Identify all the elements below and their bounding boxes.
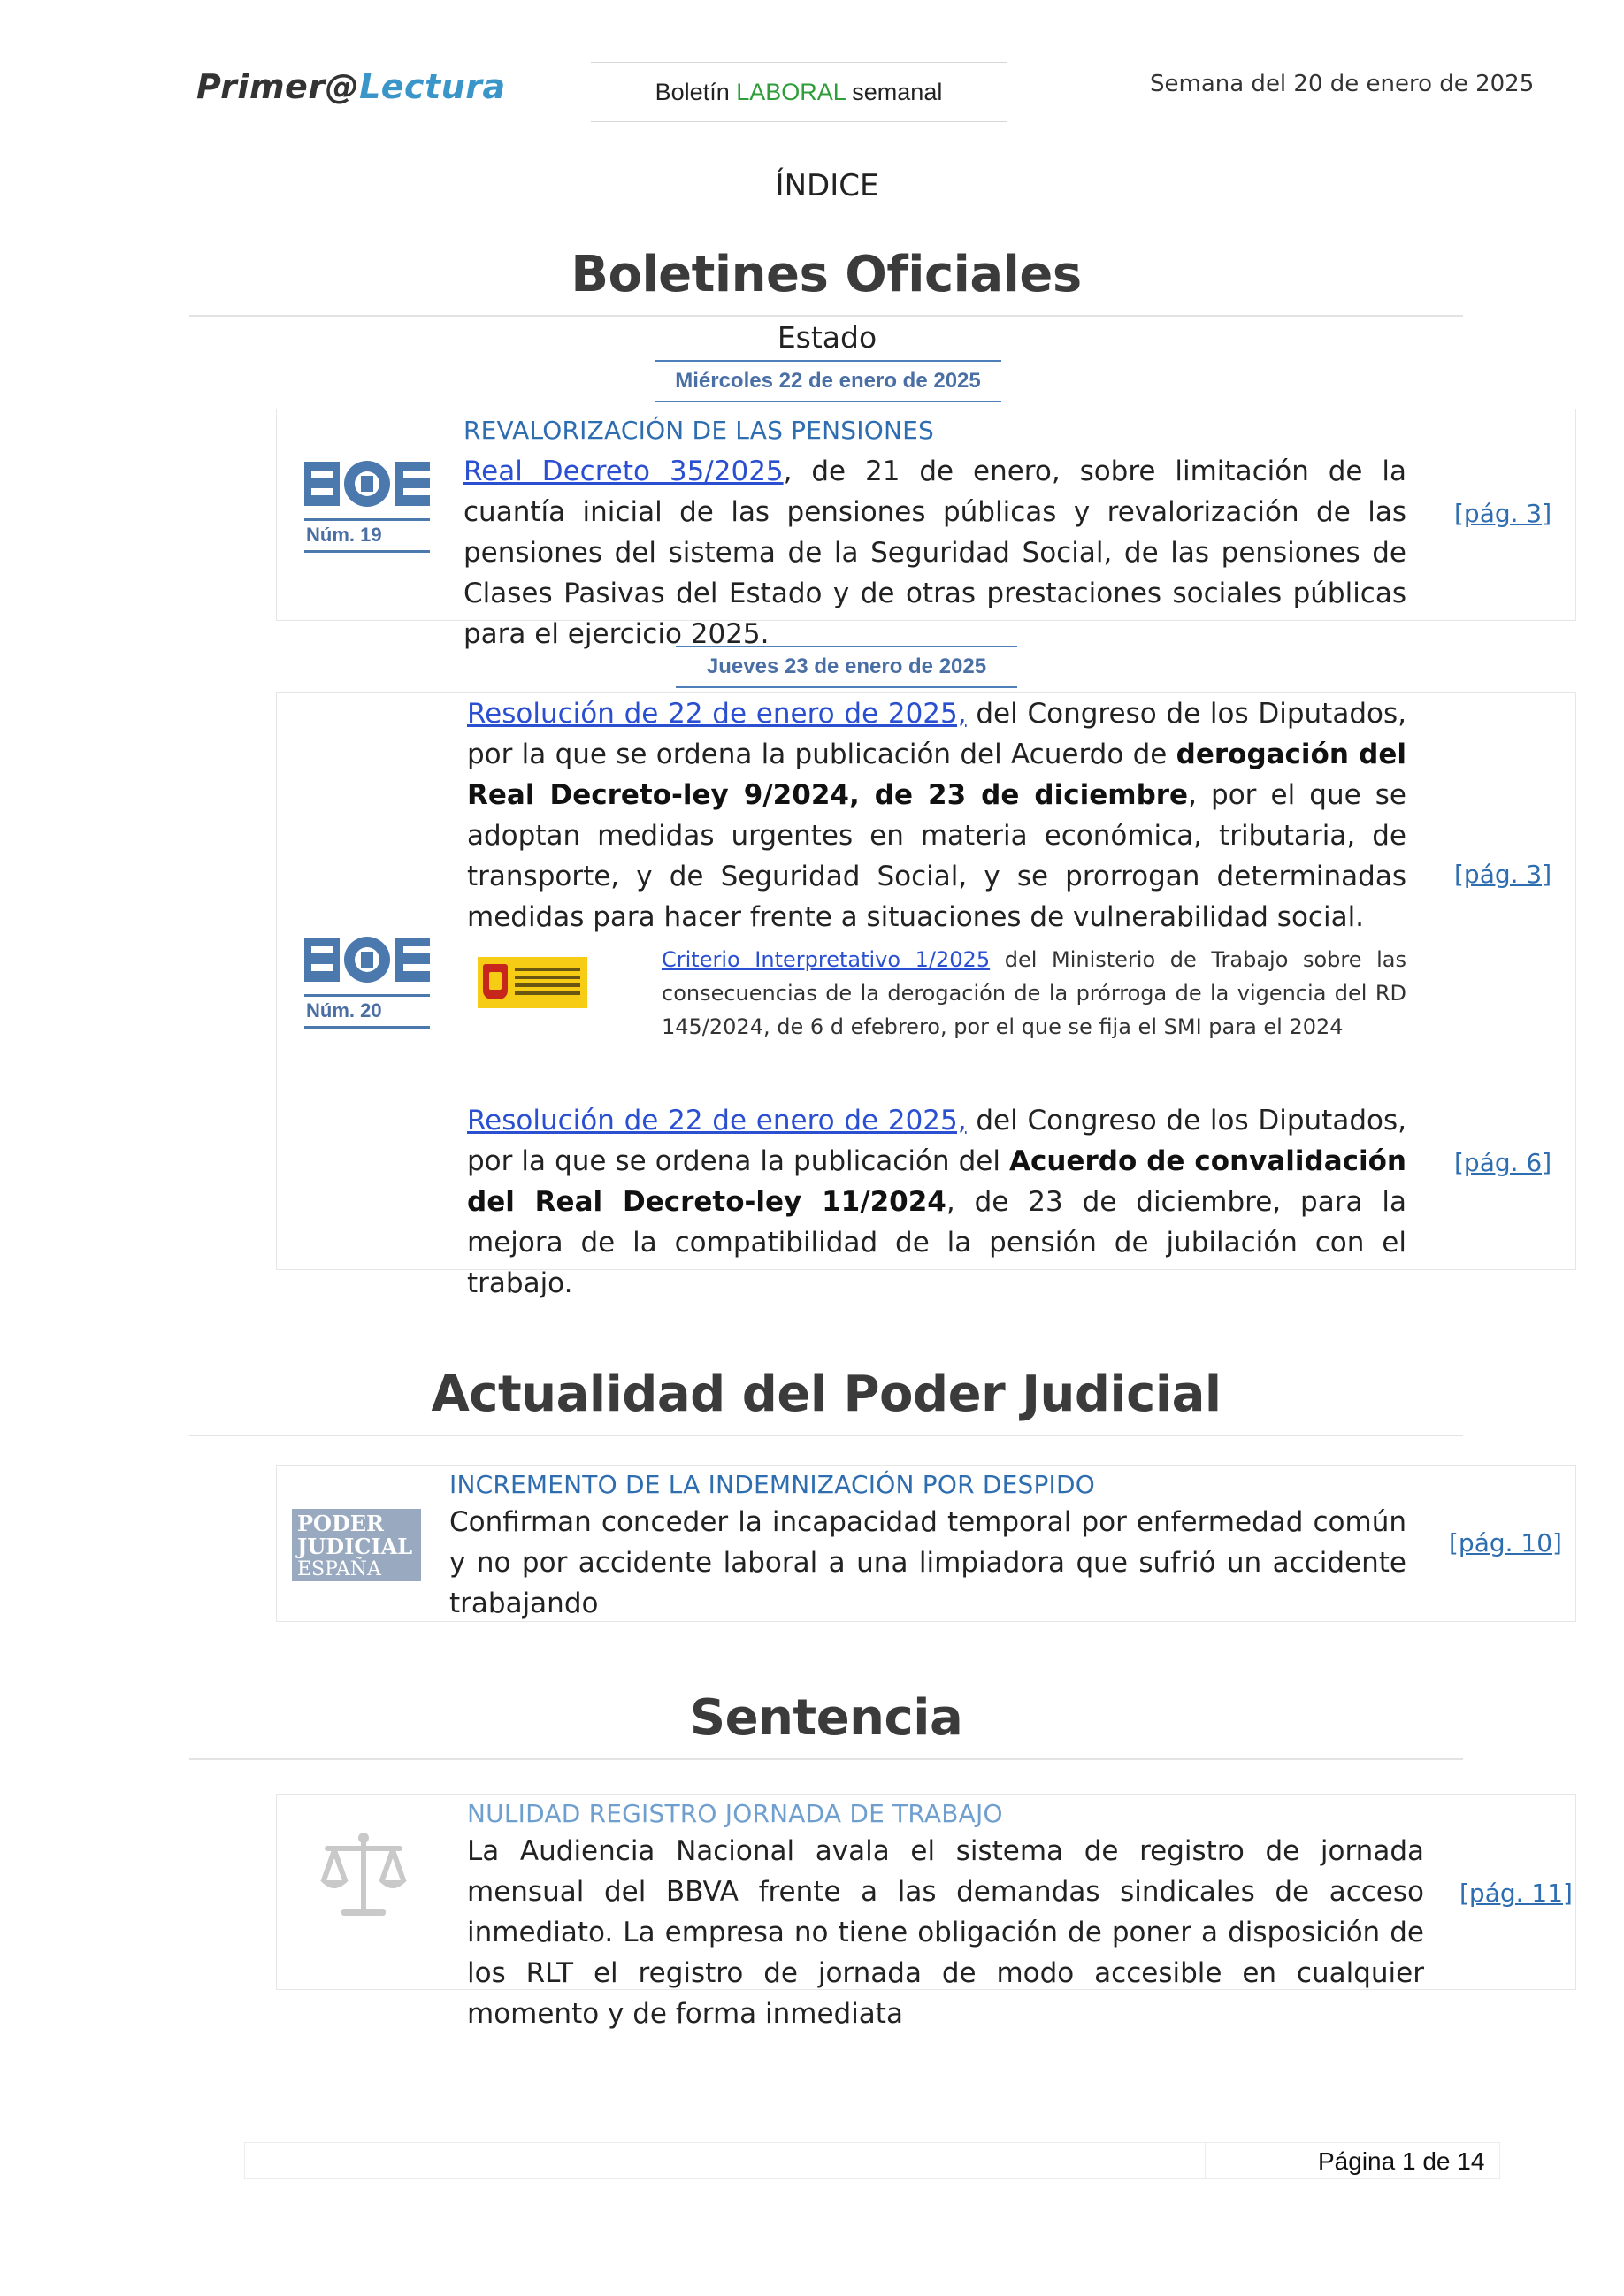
page-link-11[interactable]: [pág. 11] [1459, 1879, 1573, 1908]
entry-text: , por el que se adoptan medidas urgentes en materia económica, tributaria, de transporte, y de Seguridad Social, y se prorrogan determinadas medidas para hacer frente a situaciones de vulnerabilidad social. [467, 779, 1406, 933]
footer-divider [1205, 2142, 1206, 2179]
resolucion-link-1[interactable]: Resolución de 22 de enero de 2025, [467, 698, 967, 730]
page-number: Página 1 de 14 [1318, 2147, 1485, 2175]
entry-text: , de 23 de diciembre, para la mejora de la compatibilidad de la pensión de jubilación con el trabajo. [467, 1186, 1406, 1299]
entry-text-sentencia: La Audiencia Nacional avala el sistema de registro de jornada mensual del BBVA frente a las demandas sindicales de acceso inmediato. La empresa no tiene obligación de poner a disposición de los RLT el registro de jornada de modo accesible en cualquier momento y de forma inmediata [467, 1835, 1424, 2030]
brand-logo [196, 67, 506, 106]
page-link-3a[interactable]: [pág. 3] [1454, 499, 1552, 528]
week-label: Semana del 20 de enero de 2025 [1150, 71, 1535, 97]
scale-icon [315, 1825, 412, 1923]
section-title-sentencia: Sentencia [689, 1689, 963, 1747]
bulletin-title [591, 62, 1007, 122]
bulletin-post: semanal [845, 79, 943, 105]
ministry-logo-icon [478, 957, 587, 1008]
entry-text-despido: Confirman conceder la incapacidad temporal por enfermedad común y no por accidente laboral a una limpiadora que sufrió un accidente trabajando [449, 1506, 1406, 1619]
entry-bold: derogación del Real Decreto-ley 9/2024, de 23 de diciembre [467, 739, 1406, 811]
real-decreto-link[interactable]: Real Decreto 35/2025 [463, 455, 784, 487]
section-divider [189, 1435, 1463, 1436]
boe-mark-icon [304, 458, 430, 509]
bulletin-highlight: LABORAL [736, 79, 846, 105]
boe-number: Núm. 19 [304, 518, 430, 553]
section-divider [189, 315, 1463, 317]
section-title-boletines: Boletines Oficiales [571, 246, 1082, 303]
page-link-6[interactable]: [pág. 6] [1454, 1148, 1552, 1177]
coat-of-arms-icon [483, 964, 508, 999]
boe-mark-icon [304, 934, 430, 985]
page-link-3b[interactable]: [pág. 3] [1454, 860, 1552, 889]
entry-heading-sentencia: NULIDAD REGISTRO JORNADA DE TRABAJO [467, 1799, 1003, 1828]
entry-bold: Acuerdo de convalidación del Real Decreto-ley 11/2024 [467, 1145, 1407, 1218]
page-link-10[interactable]: [pág. 10] [1449, 1528, 1562, 1557]
criterio-text [662, 943, 1406, 1044]
section-divider [189, 1758, 1463, 1760]
boe-number: Núm. 20 [304, 994, 430, 1029]
boe-logo-icon [304, 934, 430, 1029]
entry-text: del Congreso de los Diputados, por la que se ordena la publicación del [467, 1105, 1406, 1177]
criterio-desc: del Ministerio de Trabajo sobre las consecuencias de la derogación de la prórroga de la vigencia del RD 145/2024, de 6 d efebrero, por el que se fija el SMI para el 2024 [662, 947, 1407, 1039]
logo-line: PODER [297, 1511, 385, 1536]
criterio-link[interactable]: Criterio Interpretativo 1/2025 [662, 947, 991, 972]
logo-line: JUDICIAL [297, 1534, 413, 1559]
footer-box [244, 2142, 1500, 2179]
entry-text: , de 21 de enero, sobre limitación de la cuantía inicial de las pensiones públicas y revalorización de las pensiones del sistema de la Seguridad Social, de las pensiones de Clases Pasivas del Estado y de otras prestaciones sociales públicas para el ejercicio 2025. [463, 455, 1406, 650]
section-subtitle-estado: Estado [777, 320, 877, 355]
brand-part1: Primer@ [196, 67, 360, 106]
boe-logo-icon [304, 458, 430, 553]
entry-text-pensiones [463, 451, 1406, 654]
logo-line: ESPAÑA [297, 1558, 381, 1580]
resolucion-link-2[interactable]: Resolución de 22 de enero de 2025, [467, 1105, 967, 1137]
entry-heading-pensiones: REVALORIZACIÓN DE LAS PENSIONES [463, 416, 934, 445]
entry-heading-despido: INCREMENTO DE LA INDEMNIZACIÓN POR DESPIDO [449, 1470, 1095, 1499]
date-tab-day1: Miércoles 22 de enero de 2025 [655, 360, 1001, 402]
index-title: ÍNDICE [775, 168, 879, 203]
entry-text-convalidacion [467, 1100, 1406, 1304]
entry-text: del Congreso de los Diputados, por la que se ordena la publicación del Acuerdo de [467, 698, 1406, 770]
date-tab-day2: Jueves 23 de enero de 2025 [676, 646, 1017, 688]
brand-part2: Lectura [359, 67, 506, 106]
entry-text-derogacion [467, 693, 1406, 938]
poder-judicial-logo-icon [292, 1509, 421, 1581]
section-title-judicial: Actualidad del Poder Judicial [431, 1366, 1222, 1423]
bulletin-pre: Boletín [655, 79, 737, 105]
